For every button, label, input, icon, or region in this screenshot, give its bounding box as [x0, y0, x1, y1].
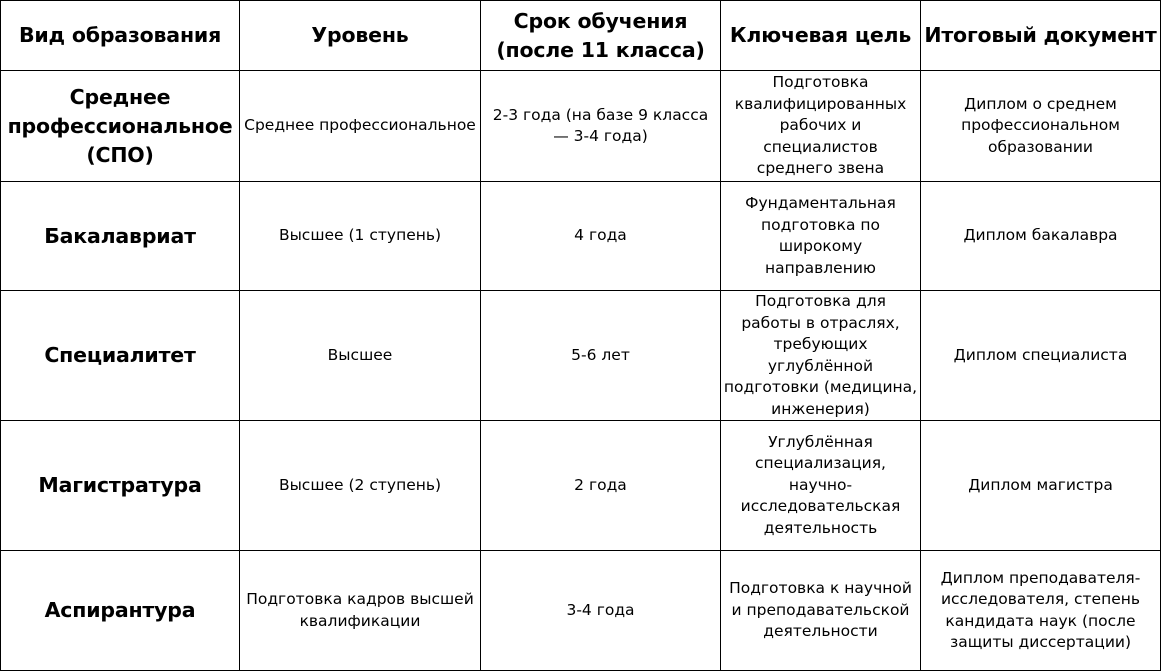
- cell-level: Высшее (2 ступень): [240, 421, 481, 551]
- cell-education-type: Аспирантура: [1, 551, 240, 671]
- cell-key-goal: Подготовка к научной и преподавательской деятельности: [721, 551, 921, 671]
- cell-education-type: Специалитет: [1, 291, 240, 421]
- cell-duration: 2-3 года (на базе 9 класса — 3-4 года): [481, 71, 721, 182]
- table-row: [1, 291, 1161, 421]
- cell-final-document: Диплом магистра: [921, 421, 1161, 551]
- header-education-type: Вид образования: [1, 1, 240, 71]
- cell-level: Подготовка кадров высшей квалификации: [240, 551, 481, 671]
- table-header-row: [1, 1, 1161, 71]
- table-row: [1, 71, 1161, 182]
- table-row: [1, 421, 1161, 551]
- cell-duration: 2 года: [481, 421, 721, 551]
- cell-key-goal: Подготовка для работы в отраслях, требующих углублённой подготовки (медицина, инженерия): [721, 291, 921, 421]
- header-key-goal: Ключевая цель: [721, 1, 921, 71]
- cell-duration: 5-6 лет: [481, 291, 721, 421]
- header-duration: Срок обучения (после 11 класса): [481, 1, 721, 71]
- cell-level: Среднее профессиональное: [240, 71, 481, 182]
- cell-final-document: Диплом специалиста: [921, 291, 1161, 421]
- cell-duration: 4 года: [481, 182, 721, 291]
- cell-level: Высшее (1 ступень): [240, 182, 481, 291]
- cell-final-document: Диплом о среднем профессиональном образовании: [921, 71, 1161, 182]
- table-row: [1, 551, 1161, 671]
- cell-key-goal: Подготовка квалифицированных рабочих и специалистов среднего звена: [721, 71, 921, 182]
- cell-education-type: Среднее профессиональное (СПО): [1, 71, 240, 182]
- cell-final-document: Диплом бакалавра: [921, 182, 1161, 291]
- cell-duration: 3-4 года: [481, 551, 721, 671]
- header-level: Уровень: [240, 1, 481, 71]
- cell-key-goal: Фундаментальная подготовка по широкому направлению: [721, 182, 921, 291]
- cell-level: Высшее: [240, 291, 481, 421]
- cell-education-type: Бакалавриат: [1, 182, 240, 291]
- cell-key-goal: Углублённая специализация, научно-исследовательская деятельность: [721, 421, 921, 551]
- cell-final-document: Диплом преподавателя-исследователя, степень кандидата наук (после защиты диссертации): [921, 551, 1161, 671]
- table-row: [1, 182, 1161, 291]
- header-final-document: Итоговый документ: [921, 1, 1161, 71]
- cell-education-type: Магистратура: [1, 421, 240, 551]
